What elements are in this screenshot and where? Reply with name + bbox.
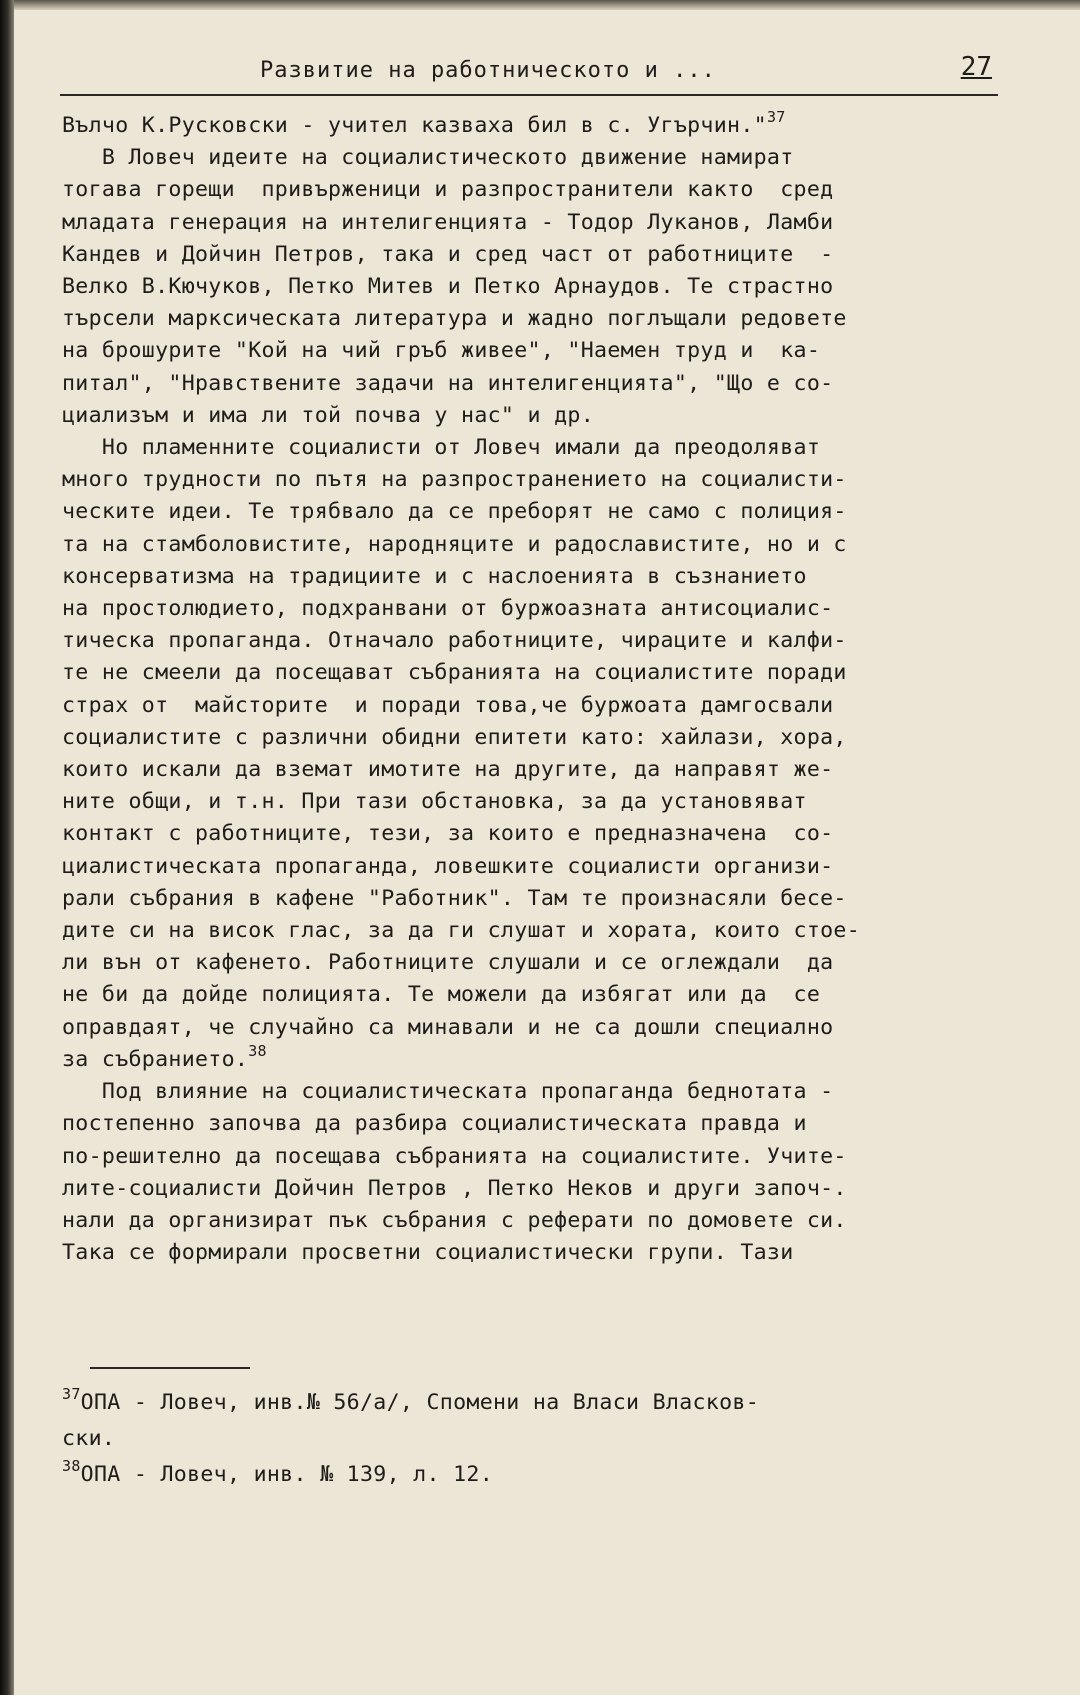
text-line: оправдаят, че случайно са минавали и не са дошли специално	[62, 1014, 834, 1040]
text-line: не би да дойде полицията. Те можели да избягат или да се	[62, 982, 821, 1008]
footnote-number: 38	[62, 1456, 81, 1475]
text-line: нали да организират пък събрания с реферати по домовете си.	[62, 1207, 847, 1233]
text-line: те не смеели да посещават събранията на социалистите поради	[62, 660, 847, 686]
text-line: Вълчо К.Русковски - учител казваха бил в с. Угърчин."$^{37}$	[62, 107, 786, 138]
text-line: контакт с работниците, тези, за които е предназначена со-	[62, 821, 834, 847]
scan-binding-edge	[0, 0, 14, 1695]
text-line: Кандев и Дойчин Петров, така и сред част от работниците -	[62, 241, 834, 267]
text-line: много трудности по пътя на разпространението на социалисти-	[62, 467, 847, 493]
text-line: на простолюдието, подхранвани от буржоазната антисоциалис-	[62, 596, 834, 622]
text-line: за събранието.$^{38}$	[62, 1041, 267, 1072]
footnotes	[62, 1385, 1006, 1493]
text-line: та на стамболовистите, народняците и радославистите, но и с	[62, 531, 847, 557]
text-line: Под влияние на социалистическата пропаганда беднотата -	[62, 1079, 834, 1105]
text-line: консерватизма на традициите и с наслоенията в съзнанието	[62, 563, 807, 589]
text-line: социалистите с различни обидни епитети като: хайлази, хора,	[62, 724, 847, 750]
text-line: тогава горещи привърженици и разпространители както сред	[62, 177, 834, 203]
text-line: циалистическата пропаганда, ловешките социалисти организи-	[62, 853, 834, 879]
text-line: тическа пропаганда. Отначало работниците, чираците и калфи-	[62, 628, 847, 654]
footnote-37-continuation: ски.	[62, 1426, 116, 1451]
text-line: лите-социалисти Дойчин Петров , Петко Неков и други започ-.	[62, 1175, 847, 1201]
text-line: ли вън от кафенето. Работниците слушали и се оглеждали да	[62, 950, 834, 976]
text-line: по-решително да посещава събранията на социалистите. Учите-	[62, 1143, 847, 1169]
text-line: младата генерация на интелигенцията - Тодор Луканов, Ламби	[62, 209, 834, 235]
text-line: дите си на висок глас, за да ги слушат и хората, които стое-	[62, 918, 861, 944]
footnote-separator	[90, 1367, 250, 1369]
text-line: Велко В.Кючуков, Петко Митев и Петко Арнаудов. Те страстно	[62, 274, 834, 300]
footnote-number: 37	[62, 1384, 81, 1403]
text-line: които искали да вземат имотите на другите, да направят же-	[62, 757, 834, 783]
text-line: на брошурите "Кой на чий гръб живее", "Наемен труд и ка-	[62, 338, 821, 364]
text-line: ческите идеи. Те трябвало да се преборят не само с полиция-	[62, 499, 847, 525]
text-line: постепенно започва да разбира социалистическата правда и	[62, 1111, 807, 1137]
page-number: 27	[960, 52, 992, 82]
body-text	[62, 107, 1006, 1269]
text-line: Но пламенните социалисти от Ловеч имали да преодоляват	[62, 435, 821, 461]
text-line: търсели марксическата литература и жадно поглъщали редовете	[62, 306, 847, 332]
document-page	[60, 30, 1020, 1670]
running-header	[60, 44, 998, 96]
footnote-ref-37: 37	[766, 107, 786, 126]
footnote-ref-38: 38	[248, 1041, 267, 1060]
text-line: Така се формирали просветни социалистически групи. Тази	[62, 1240, 794, 1266]
footnote-38: $^{38}$ОПА - Ловеч, инв. № 139, л. 12.	[62, 1456, 493, 1487]
text-line: рали събрания в кафене "Работник". Там те произнасяли бесе-	[62, 885, 847, 911]
footnote-37: $^{37}$ОПА - Ловеч, инв.№ 56/а/, Спомени на Власи Власков-	[62, 1384, 759, 1415]
text-line: питал", "Нравствените задачи на интелигенцията", "Що е со-	[62, 370, 834, 396]
scan-top-edge	[0, 0, 1080, 10]
text-line: циализъм и има ли той почва у нас" и др.	[62, 402, 595, 428]
text-line: В Ловеч идеите на социалистическото движение намират	[62, 145, 794, 171]
text-line: страх от майсторите и поради това,че буржоата дамгосвали	[62, 692, 834, 718]
running-title: Развитие на работническото и ...	[260, 58, 716, 83]
text-line: ните общи, и т.н. При тази обстановка, за да установяват	[62, 789, 807, 815]
